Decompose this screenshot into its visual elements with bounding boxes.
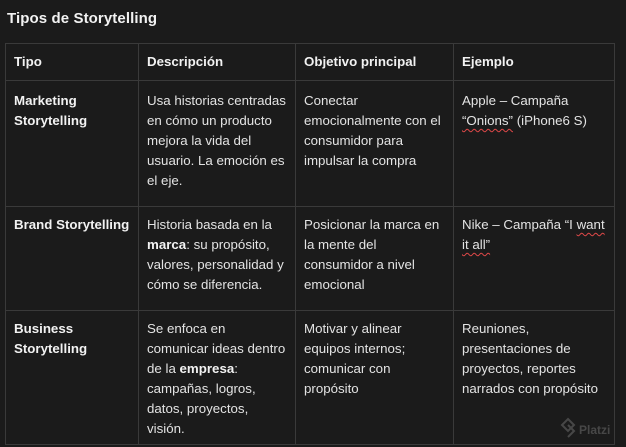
cell-description xyxy=(139,207,296,311)
header-ejemplo: Ejemplo xyxy=(454,44,615,81)
example-text: (iPhone6 S) xyxy=(513,113,587,128)
cell-type: Marketing Storytelling xyxy=(6,81,139,207)
cell-example xyxy=(454,207,615,311)
cell-type: Business Storytelling xyxy=(6,311,139,445)
description-text: : su propósito, valores, personalidad y cómo se diferencia. xyxy=(147,237,284,292)
header-descripcion: Descripción xyxy=(139,44,296,81)
cell-type: Brand Storytelling xyxy=(6,207,139,311)
header-tipo: Tipo xyxy=(6,44,139,81)
platzi-logo xyxy=(560,417,620,441)
cell-objective: Posicionar la marca en la mente del consumidor a nivel emocional xyxy=(296,207,454,311)
cell-description xyxy=(139,311,296,445)
table-row xyxy=(6,311,615,445)
description-text: : campañas, logros, datos, proyectos, visión. xyxy=(147,361,256,436)
description-text: Se enfoca en comunicar ideas dentro de la xyxy=(147,321,286,376)
cell-description: Usa historias centradas en cómo un producto mejora la vida del usuario. La emoción es el eje. xyxy=(139,81,296,207)
example-campaign-name: “Onions” xyxy=(462,113,513,128)
table-row xyxy=(6,81,615,207)
example-text: Apple – Campaña xyxy=(462,93,569,108)
cell-example xyxy=(454,81,615,207)
cell-objective: Motivar y alinear equipos internos; comunicar con propósito xyxy=(296,311,454,445)
example-campaign-name: want it all” xyxy=(462,217,605,252)
description-text: Historia basada en la xyxy=(147,217,272,232)
cell-objective: Conectar emocionalmente con el consumidor para impulsar la compra xyxy=(296,81,454,207)
description-emphasis: empresa xyxy=(179,361,235,376)
example-text: Nike – Campaña “I xyxy=(462,217,577,232)
table-row xyxy=(6,207,615,311)
table-header-row xyxy=(6,44,615,81)
storytelling-table xyxy=(5,43,615,445)
description-emphasis: marca xyxy=(147,237,187,252)
page-title: Tipos de Storytelling xyxy=(7,10,158,27)
header-objetivo: Objetivo principal xyxy=(296,44,454,81)
cell-example: Reuniones, presentaciones de proyectos, reportes narrados con propósito xyxy=(454,311,615,445)
svg-text:Platzi: Platzi xyxy=(579,423,611,437)
